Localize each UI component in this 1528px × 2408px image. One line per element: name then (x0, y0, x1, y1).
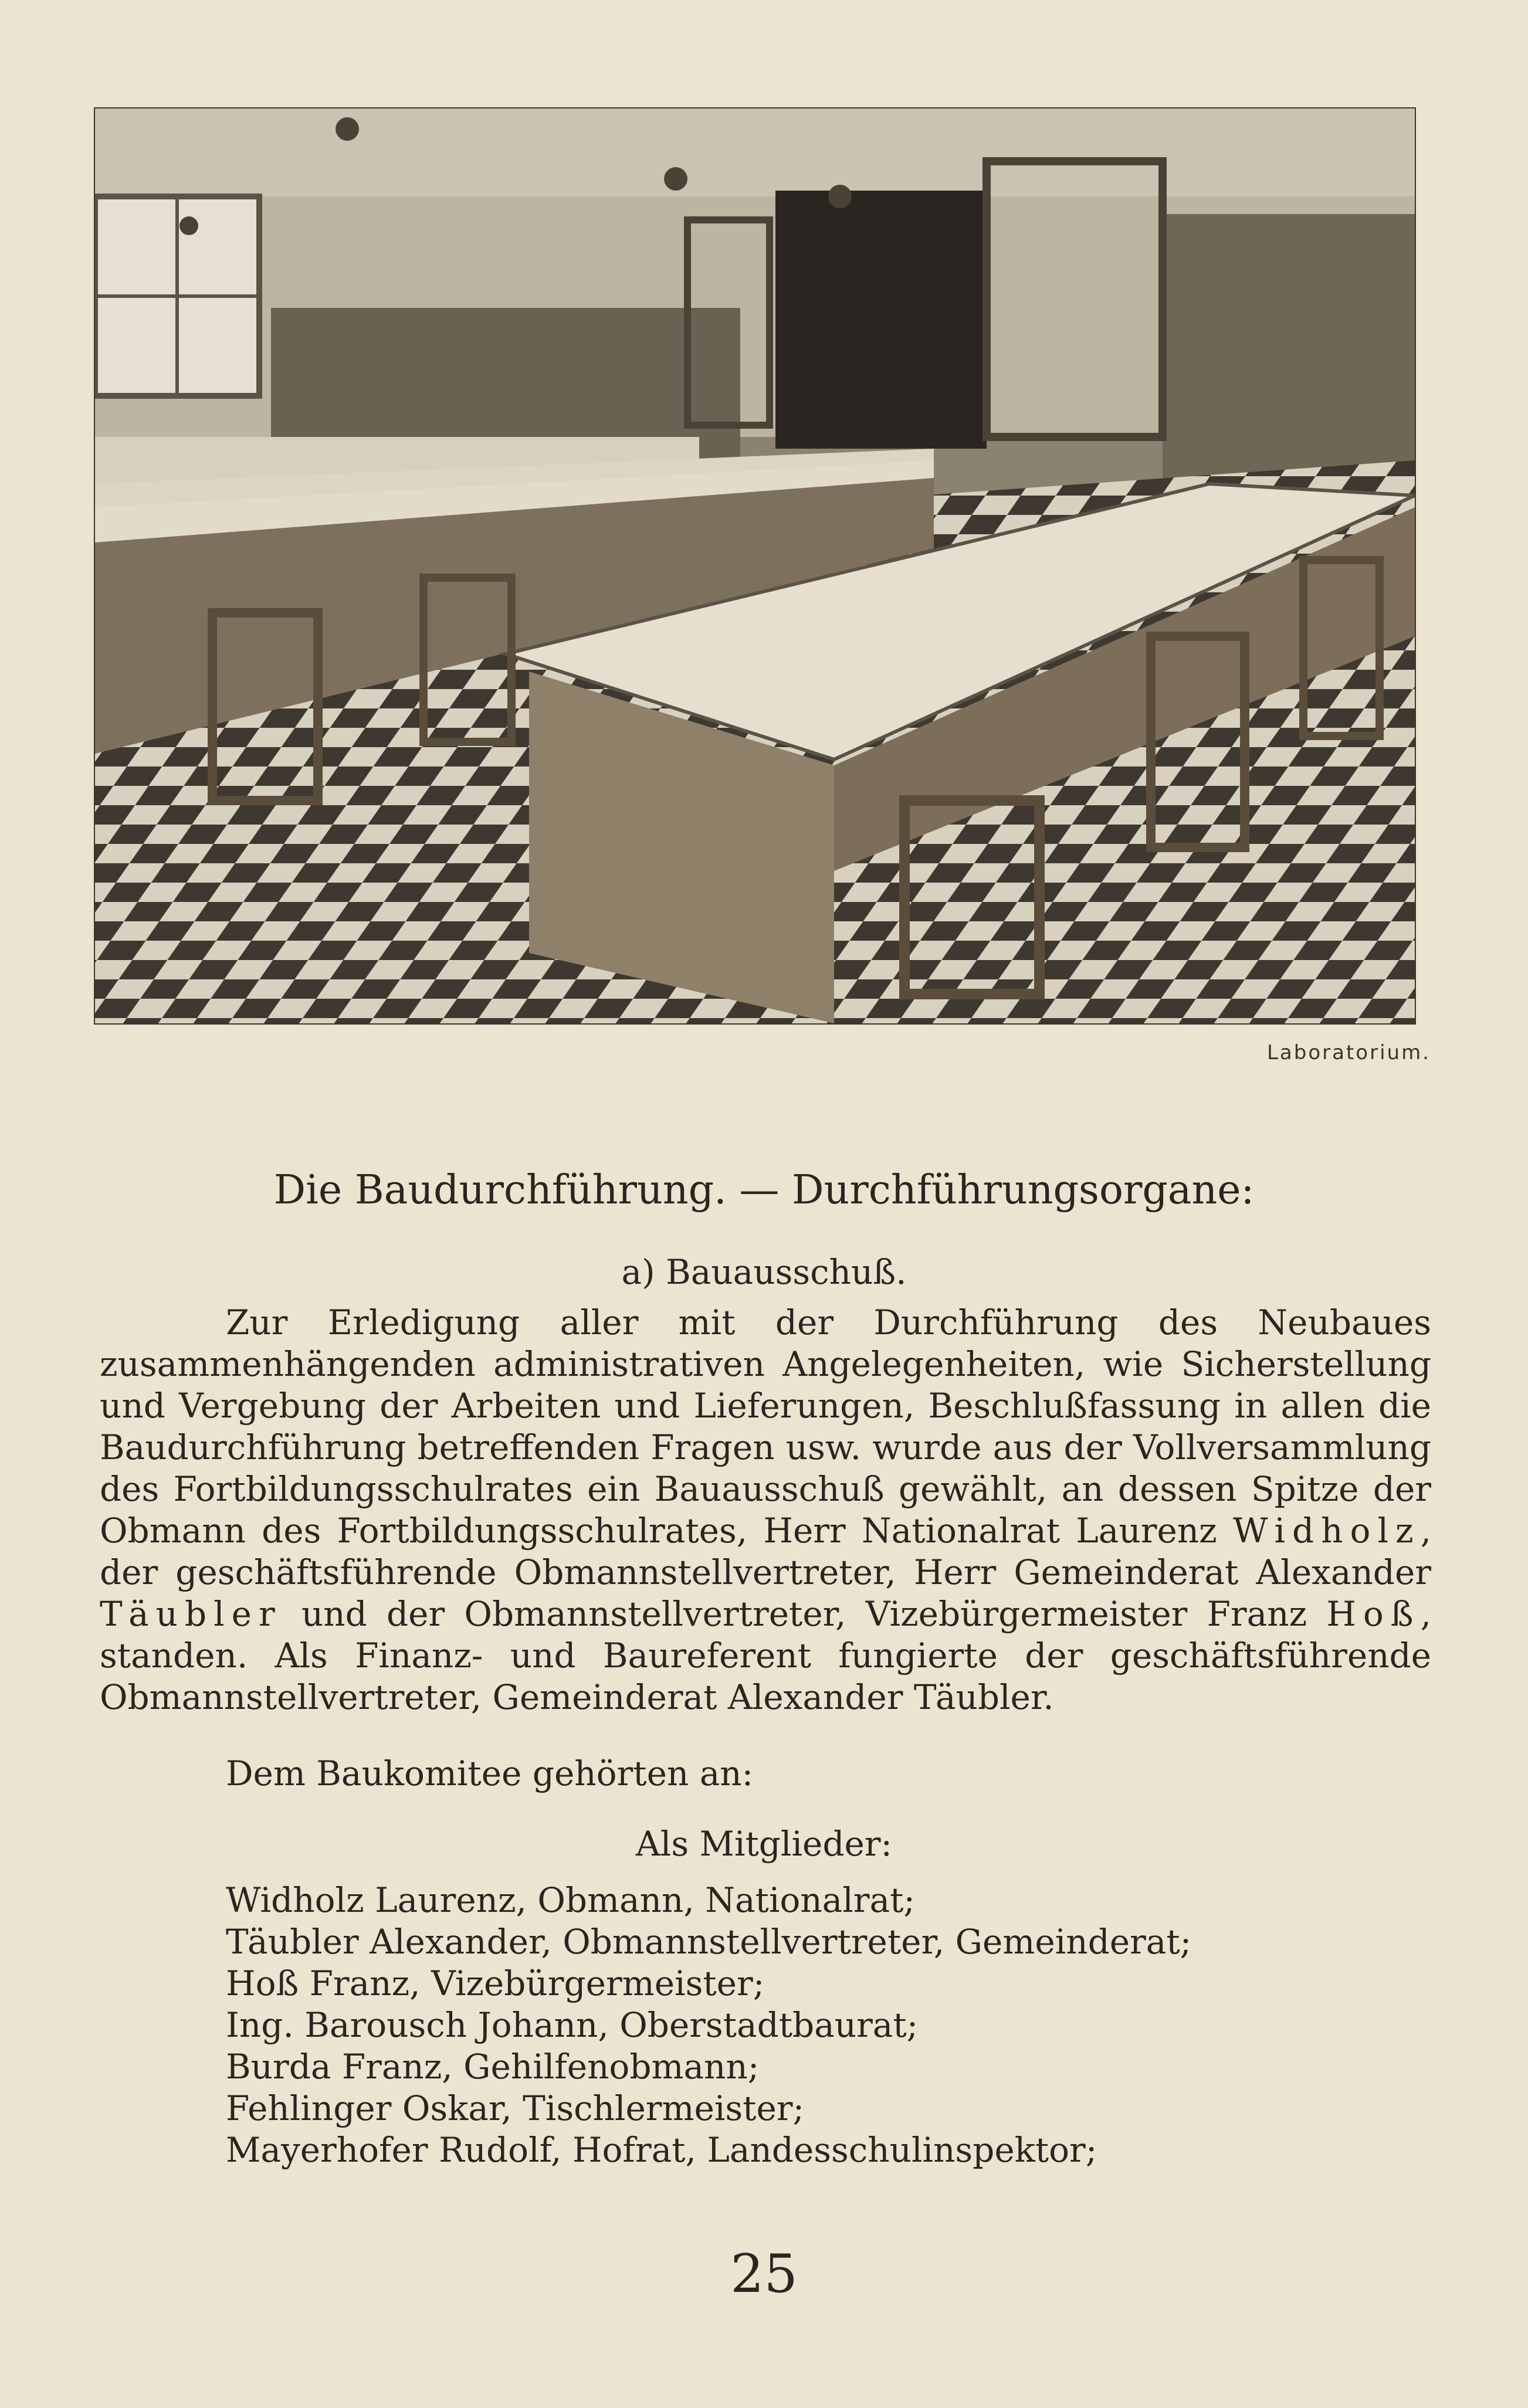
member-item: Hoß Franz, Vizebürgermeister; (226, 1963, 765, 2003)
name-widholz: Widholz (1232, 1511, 1421, 1551)
laboratory-photo-illustration (95, 108, 1415, 1023)
body-paragraph (100, 1302, 1431, 1718)
member-item: Widholz Laurenz, Obmann, Nationalrat; (226, 1880, 915, 1920)
paragraph-text-4: , standen. Als Finanz- und Baureferent fungierte der geschäftsführende Obmannstellvertreter, Gemeinderat Alexander Täubler. (100, 1594, 1431, 1717)
laboratory-photo (94, 107, 1416, 1025)
section-heading: Die Baudurchführung. — Durchführungsorgane: (273, 1167, 1255, 1213)
member-item: Burda Franz, Gehilfenobmann; (226, 2047, 760, 2087)
paragraph-text-2: , der geschäftsführende Obmannstellvertreter, Herr Gemeinderat Alexander (100, 1511, 1431, 1592)
member-item: Fehlinger Oskar, Tischlermeister; (226, 2088, 805, 2128)
members-intro: Dem Baukomitee gehörten an: (226, 1754, 754, 1793)
name-taeubler: Täubler (100, 1594, 282, 1634)
photo-caption: Laboratorium. (1266, 1041, 1431, 1064)
name-hoss: Hoß (1326, 1594, 1421, 1634)
page-number: 25 (730, 2243, 798, 2305)
paragraph-text-1: Zur Erledigung aller mit der Durchführung des Neubaues zusammenhängenden administrativen Angelegenheiten, wie Sicherstellung und Vergebung der Arbeiten und Lieferungen, Beschlußfassung in allen die Baudurchführung betreffenden Fragen usw. wurde aus der Vollversammlung des Fortbildungsschulrates ein Bauausschuß gewählt, an dessen Spitze der Obmann des Fortbildungsschulrates, Herr Nationalrat Laurenz (100, 1303, 1431, 1551)
paragraph-text-3: und der Obmannstellvertreter, Vizebürgermeister Franz (282, 1594, 1327, 1634)
member-item: Ing. Barousch Johann, Oberstadtbaurat; (226, 2005, 919, 2045)
members-heading: Als Mitglieder: (635, 1824, 893, 1864)
member-item: Täubler Alexander, Obmannstellvertreter, Gemeinderat; (226, 1922, 1192, 1962)
member-item: Mayerhofer Rudolf, Hofrat, Landesschulinspektor; (226, 2130, 1097, 2170)
subsection-heading: a) Bauausschuß. (621, 1252, 907, 1292)
members-list (226, 1880, 1191, 2171)
